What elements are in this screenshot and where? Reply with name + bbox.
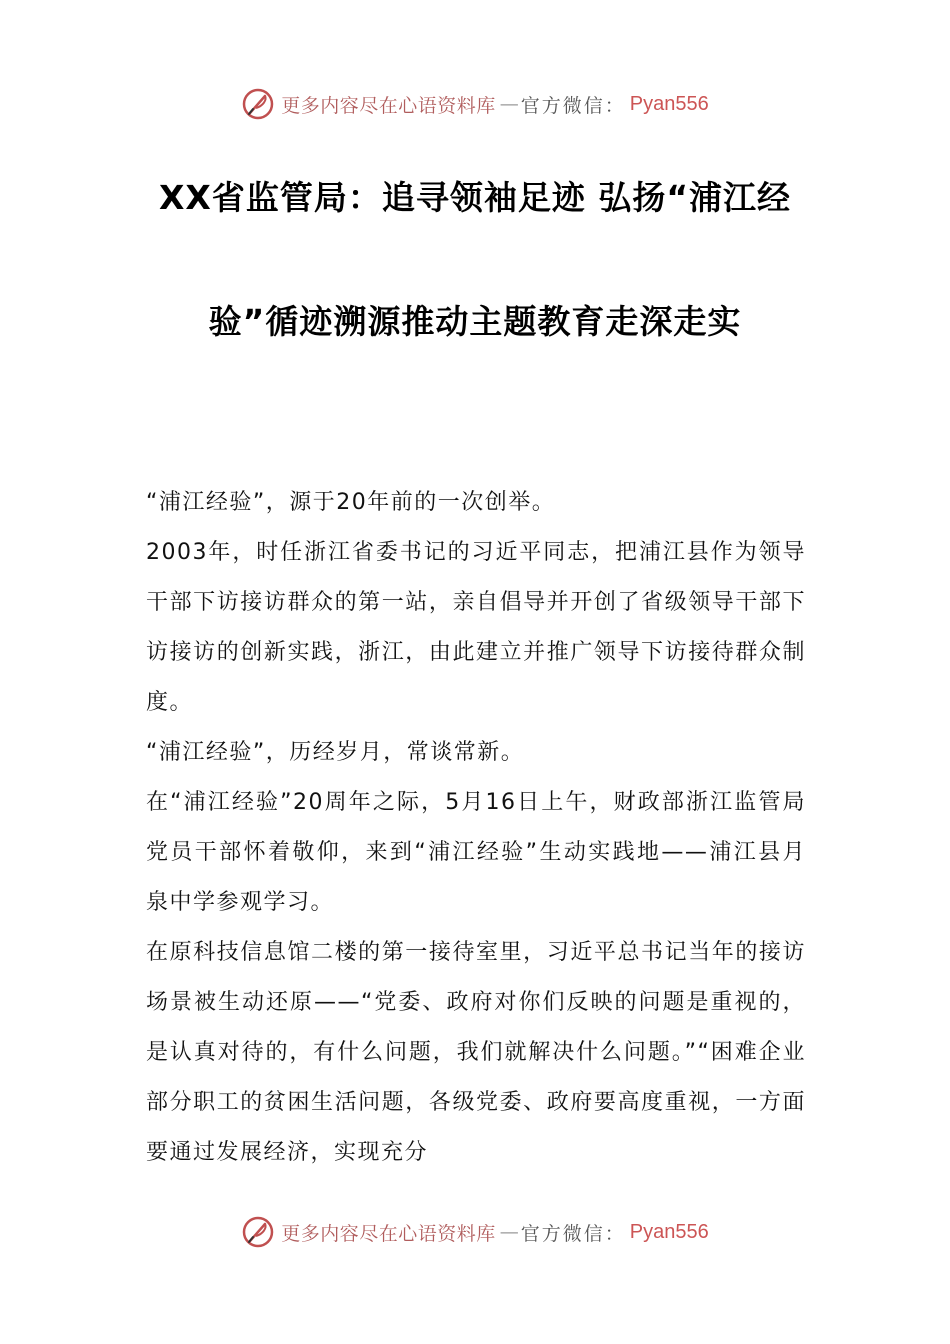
quill-logo-icon bbox=[241, 1215, 275, 1249]
header-banner bbox=[0, 84, 950, 124]
banner-wechat-id: Pyan556 bbox=[629, 1220, 709, 1243]
document-body bbox=[146, 478, 806, 1178]
document-title-line-1: XX省监管局：追寻领袖足迹 弘扬“浦江经 bbox=[158, 178, 792, 217]
paragraph: 2003年，时任浙江省委书记的习近平同志，把浦江县作为领导干部下访接访群众的第一站，亲自倡导并开创了省级领导干部下访接访的创新实践，浙江，由此建立并推广领导下访接待群众制度。 bbox=[146, 540, 806, 715]
paragraph: “浦江经验”，源于20年前的一次创举。 bbox=[146, 490, 556, 515]
quill-logo-icon bbox=[241, 87, 275, 121]
banner-brand-text: 更多内容尽在心语资料库 bbox=[281, 1222, 496, 1245]
banner-brand-text: 更多内容尽在心语资料库 bbox=[281, 94, 496, 117]
banner-official-label: 官方微信： bbox=[520, 94, 626, 117]
paragraph: “浦江经验”，历经岁月，常谈常新。 bbox=[146, 740, 525, 765]
banner-separator: — bbox=[499, 1221, 517, 1243]
footer-banner bbox=[0, 1212, 950, 1252]
document-title-line-2: 验”循迹溯源推动主题教育走深走实 bbox=[208, 302, 742, 341]
banner-wechat-id: Pyan556 bbox=[629, 92, 709, 115]
paragraph: 在“浦江经验”20周年之际，5月16日上午，财政部浙江监管局党员干部怀着敬仰，来到“浦江经验”生动实践地——浦江县月泉中学参观学习。 bbox=[146, 790, 806, 915]
paragraph: 在原科技信息馆二楼的第一接待室里，习近平总书记当年的接访场景被生动还原——“党委、政府对你们反映的问题是重视的，是认真对待的，有什么问题，我们就解决什么问题。”“困难企业部分职工的贫困生活问题，各级党委、政府要高度重视，一方面要通过发展经济，实现充分 bbox=[146, 940, 806, 1165]
banner-separator: — bbox=[499, 93, 517, 115]
banner-official-label: 官方微信： bbox=[520, 1222, 626, 1245]
